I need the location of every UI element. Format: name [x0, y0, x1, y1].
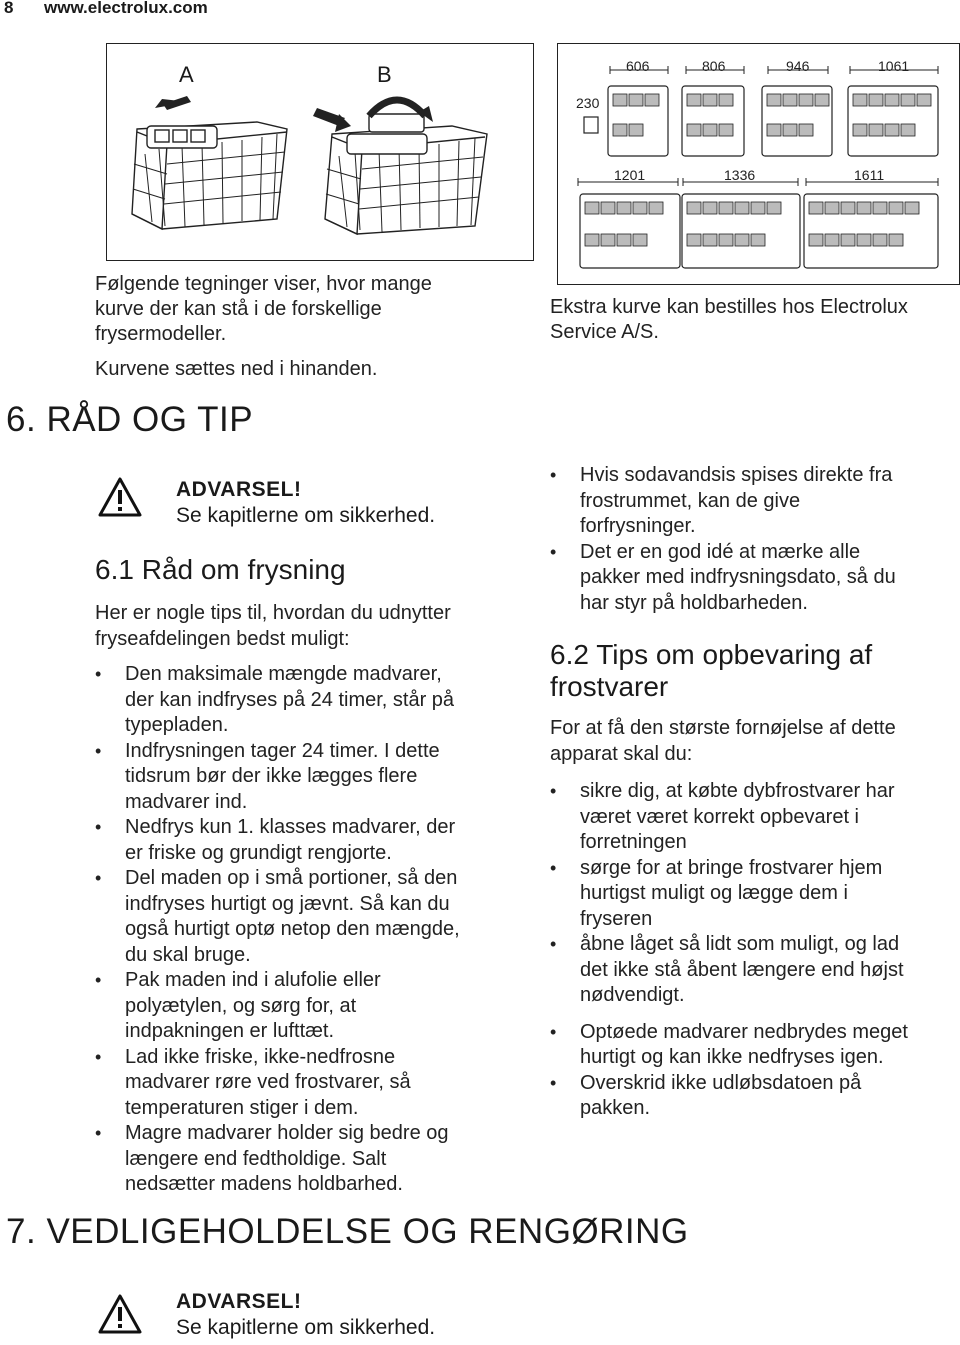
- bullet-line: du skal bruge.: [125, 943, 251, 966]
- bullet-item: [550, 856, 960, 933]
- bullet-item: [550, 540, 960, 617]
- bullet-line: • åbne låget så lidt som muligt, og lad: [580, 933, 900, 955]
- bullet-line: • Det er en god idé at mærke alle: [580, 540, 861, 563]
- bullet-line: hurtigt og kan ikke nedfryses igen.: [580, 1046, 884, 1068]
- figure-label-a: A: [179, 62, 194, 87]
- bullet-item: [95, 866, 535, 968]
- dim-806: 806: [702, 58, 726, 74]
- bullet-item: [95, 1045, 535, 1122]
- intro-line: frysermodeller.: [95, 323, 227, 345]
- bullet-line: fryseren: [580, 907, 653, 930]
- bullet-line: det ikke stå åbent længere end højst: [580, 958, 904, 981]
- bullet-line: tidsrum bør der ikke lægges flere: [125, 765, 418, 787]
- subsection-6-1-number: 6.1: [95, 554, 134, 585]
- freezer-sizes-figure: [557, 43, 960, 285]
- bullet-line: • Overskrid ikke udløbsdatoen på: [580, 1071, 862, 1094]
- section-6-number: 6.: [6, 400, 37, 439]
- section-7-warning-text: Se kapitlerne om sikkerhed.: [176, 1316, 436, 1339]
- figure-label-b: B: [377, 62, 392, 87]
- bullet-line: indfryses hurtigt og jævnt. Så kan du: [125, 892, 450, 915]
- section-6-heading: [6, 400, 253, 440]
- bullet-item: [95, 1121, 535, 1198]
- bullet-line: længere end fedtholdige. Salt: [125, 1147, 387, 1170]
- bullet-line: pakken.: [580, 1097, 651, 1119]
- bullet-line: temperaturen stiger i dem.: [125, 1096, 359, 1119]
- bullet-item: [95, 968, 535, 1045]
- section-7-number: 7.: [6, 1212, 37, 1251]
- bullet-line: er friske og grundigt rengjorte.: [125, 841, 392, 864]
- dim-606: 606: [626, 58, 650, 74]
- bullet-line: • Lad ikke friske, ikke-nedfrosne: [125, 1045, 396, 1068]
- intro-line: apparat skal du:: [550, 742, 693, 765]
- bullet-line: hurtigst muligt og lægge dem i: [580, 882, 848, 904]
- intro-line: Her er nogle tips til, hvordan du udnytter: [95, 602, 451, 624]
- bullet-line: der kan indfryses på 24 timer, står på: [125, 688, 455, 711]
- intro-line: Følgende tegninger viser, hvor mange: [95, 273, 432, 295]
- section-6-warning-title: ADVARSEL!: [176, 478, 302, 501]
- intro-paragraph: [95, 272, 515, 347]
- bullet-line: • sikre dig, at købte dybfrostvarer har: [580, 780, 895, 802]
- bullet-line: • Indfrysningen tager 24 timer. I dette: [125, 739, 440, 762]
- bullet-line: forfrysninger.: [580, 515, 696, 537]
- bullet-item: [550, 1020, 960, 1071]
- section-7-heading: [6, 1212, 689, 1252]
- subsection-6-1-intro: [95, 601, 525, 652]
- bullet-line: • Magre madvarer holder sig bedre og: [125, 1122, 449, 1144]
- dim-1061: 1061: [878, 58, 910, 74]
- extra-baskets-note: [550, 295, 960, 345]
- subsection-6-2-number: 6.2: [550, 639, 589, 670]
- freezer-sizes-illustration: [558, 44, 959, 284]
- bullet-line: • sørge for at bringe frostvarer hjem: [580, 856, 883, 879]
- bullet-item: [550, 932, 960, 1009]
- freezing-tips-list: [95, 662, 535, 1198]
- basket-figure: [106, 43, 534, 261]
- subsection-6-2-title-line-1: Tips om opbevaring af: [596, 639, 873, 670]
- bullet-line: • Optøede madvarer nedbrydes meget: [580, 1020, 908, 1043]
- basket-illustration: [107, 44, 533, 260]
- section-6-title: RÅD OG TIP: [46, 400, 254, 439]
- subsection-6-2-title-line-2: frostvarer: [550, 671, 669, 702]
- dim-230: 230: [576, 95, 600, 111]
- subsection-6-1-title: Råd om frysning: [141, 554, 346, 585]
- subsection-6-1-heading: [95, 554, 346, 586]
- bullet-line: madvarer røre ved frostvarer, så: [125, 1071, 411, 1093]
- intro-line: fryseafdelingen bedst muligt:: [95, 627, 350, 650]
- bullet-item: [550, 1071, 960, 1122]
- bullet-line: typepladen.: [125, 714, 229, 736]
- bullet-line: • Hvis sodavandsis spises direkte fra: [580, 464, 893, 486]
- bullet-line: har styr på holdbarheden.: [580, 591, 808, 614]
- warning-icon: [97, 1293, 143, 1335]
- subsection-6-2-heading: [550, 639, 960, 703]
- baskets-nest-note: Kurvene sættes ned i hinanden.: [95, 358, 378, 380]
- subsection-6-2-intro: [550, 716, 960, 767]
- dim-1201: 1201: [614, 167, 646, 183]
- page-number: 8: [4, 0, 14, 17]
- warning-icon: [97, 476, 143, 518]
- dim-946: 946: [786, 58, 810, 74]
- bullet-line: • Pak maden ind i alufolie eller: [125, 969, 381, 991]
- bullet-line: forretningen: [580, 831, 687, 853]
- bullet-line: • Nedfrys kun 1. klasses madvarer, der: [125, 816, 456, 838]
- bullet-item: [95, 662, 535, 739]
- section-7-warning-title: ADVARSEL!: [176, 1290, 302, 1313]
- extra-baskets-line: Service A/S.: [550, 321, 659, 343]
- bullet-item: [550, 779, 960, 856]
- bullet-line: • Den maksimale mængde madvarer,: [125, 663, 442, 685]
- dim-1336: 1336: [724, 167, 756, 183]
- bullet-item: [550, 463, 960, 540]
- bullet-line: også hurtigt optø netop den mængde,: [125, 918, 460, 940]
- freezing-tips-list-continued: [550, 463, 960, 616]
- intro-line: For at få den største fornøjelse af dette: [550, 717, 896, 739]
- bullet-line: • Del maden op i små portioner, så den: [125, 867, 458, 889]
- bullet-line: indpakningen er lufttæt.: [125, 1020, 335, 1042]
- section-6-warning-text: Se kapitlerne om sikkerhed.: [176, 504, 436, 527]
- storage-tips-list: [550, 779, 960, 1122]
- bullet-line: pakker med indfrysningsdato, så du: [580, 566, 896, 588]
- bullet-line: madvarer ind.: [125, 790, 248, 813]
- bullet-line: nødvendigt.: [580, 984, 685, 1006]
- site-url[interactable]: www.electrolux.com: [44, 0, 208, 17]
- bullet-line: nedsætter madens holdbarhed.: [125, 1173, 403, 1195]
- extra-baskets-line: Ekstra kurve kan bestilles hos Electrolux: [550, 296, 908, 318]
- bullet-line: frostrummet, kan de give: [580, 489, 801, 512]
- bullet-item: [95, 739, 535, 816]
- bullet-line: polyætylen, og sørg for, at: [125, 994, 357, 1017]
- dim-1611: 1611: [854, 167, 885, 183]
- bullet-item: [95, 815, 535, 866]
- section-7-title: VEDLIGEHOLDELSE OG RENGØRING: [46, 1212, 689, 1251]
- bullet-line: været været korrekt opbevaret i: [580, 805, 859, 828]
- intro-line: kurve der kan stå i de forskellige: [95, 298, 382, 320]
- page-header: [4, 0, 208, 18]
